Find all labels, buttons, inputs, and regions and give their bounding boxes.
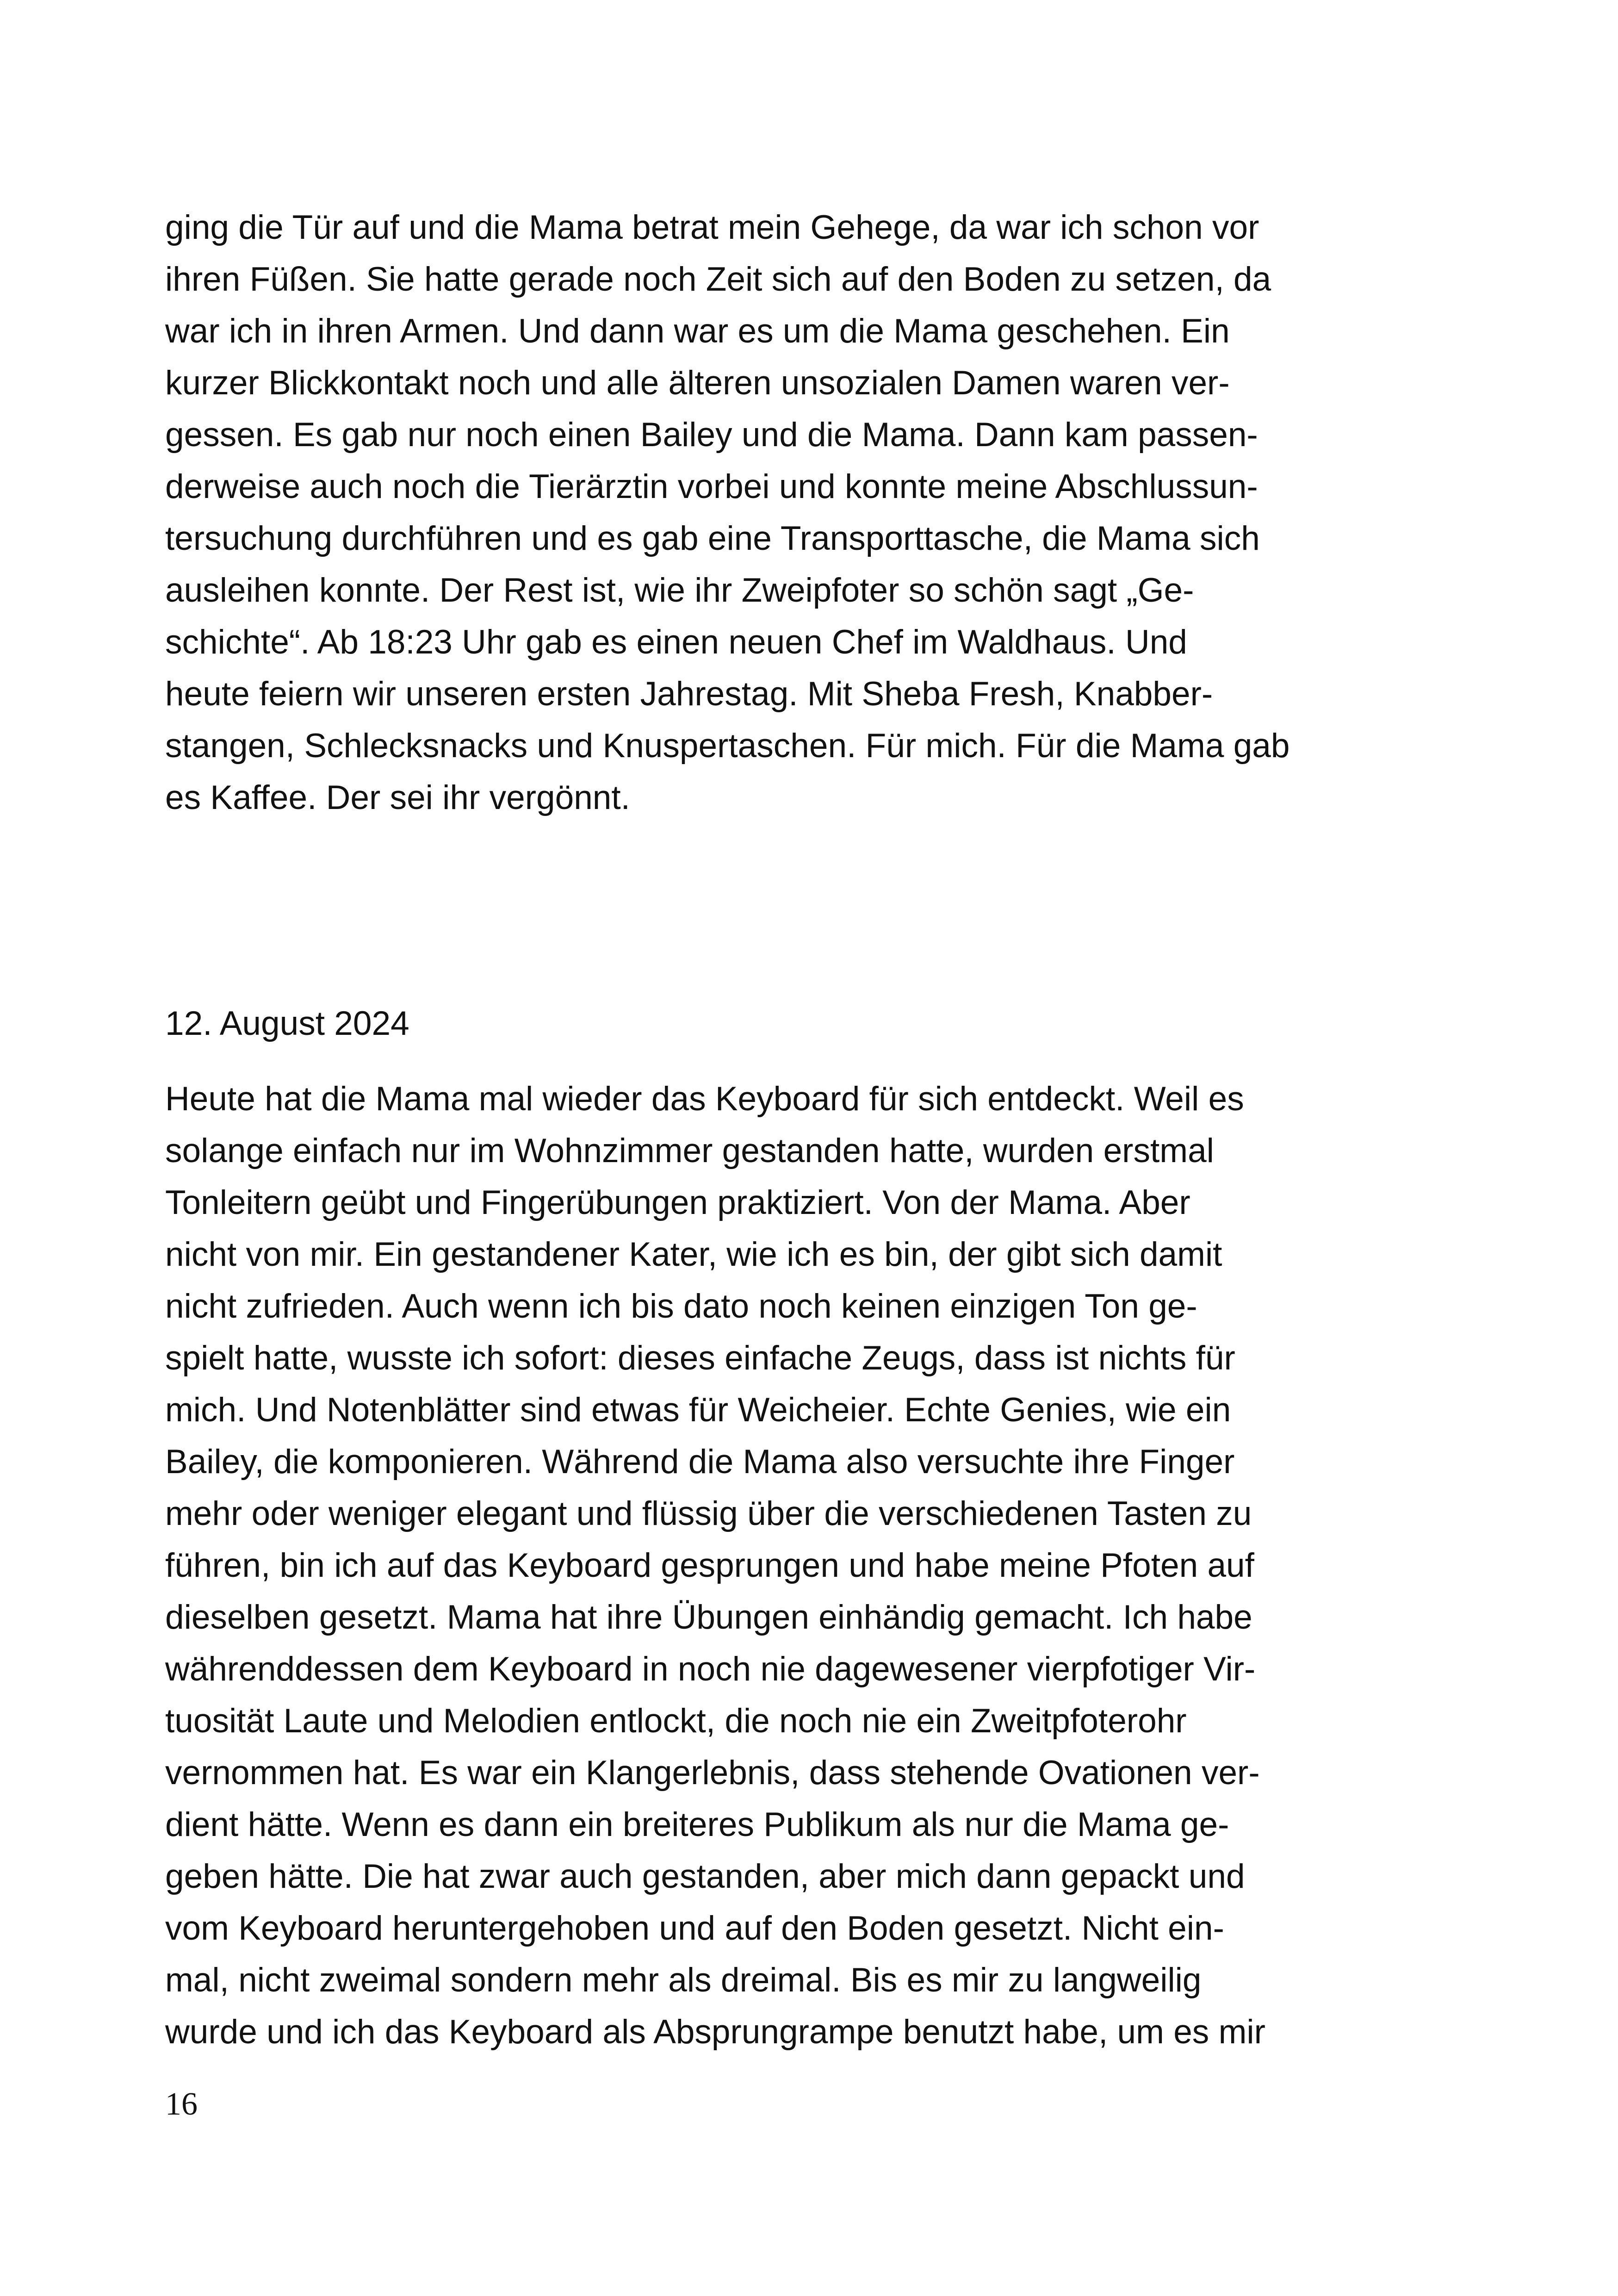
paragraph-line: solange einfach nur im Wohnzimmer gestanden hatte, wurden erstmal: [165, 1132, 1214, 1170]
paragraph-line: spielt hatte, wusste ich sofort: dieses einfache Zeugs, dass ist nichts für: [165, 1339, 1235, 1377]
paragraph-line: ausleihen konnte. Der Rest ist, wie ihr Zweipfoter so schön sagt „Ge-: [165, 572, 1194, 609]
entry-date-heading: 12. August 2024: [165, 1005, 409, 1042]
paragraph-line: führen, bin ich auf das Keyboard gesprungen und habe meine Pfoten auf: [165, 1547, 1254, 1584]
paragraph-line: geben hätte. Die hat zwar auch gestanden, aber mich dann gepackt und: [165, 1858, 1245, 1895]
paragraph-line: wurde und ich das Keyboard als Absprungrampe benutzt habe, um es mir: [165, 2013, 1265, 2051]
page-number: 16: [165, 2086, 198, 2122]
paragraph-line: Bailey, die komponieren. Während die Mama also versuchte ihre Finger: [165, 1443, 1235, 1481]
paragraph-line: gessen. Es gab nur noch einen Bailey und die Mama. Dann kam passen-: [165, 416, 1258, 454]
paragraph-line: heute feiern wir unseren ersten Jahrestag. Mit Sheba Fresh, Knabber-: [165, 675, 1213, 713]
paragraph-line: mich. Und Notenblätter sind etwas für Weicheier. Echte Genies, wie ein: [165, 1391, 1231, 1429]
paragraph-line: war ich in ihren Armen. Und dann war es um die Mama geschehen. Ein: [165, 312, 1230, 350]
paragraph-line: ging die Tür auf und die Mama betrat mein Gehege, da war ich schon vor: [165, 209, 1259, 246]
paragraph-line: mehr oder weniger elegant und flüssig über die verschiedenen Tasten zu: [165, 1495, 1252, 1532]
paragraph-line: nicht zufrieden. Auch wenn ich bis dato noch keinen einzigen Ton ge-: [165, 1288, 1197, 1325]
paragraph-line: stangen, Schlecksnacks und Knuspertaschen. Für mich. Für die Mama gab: [165, 727, 1290, 765]
paragraph-line: vom Keyboard heruntergehoben und auf den Boden gesetzt. Nicht ein-: [165, 1910, 1224, 1947]
paragraph-line: schichte“. Ab 18:23 Uhr gab es einen neuen Chef im Waldhaus. Und: [165, 623, 1187, 661]
paragraph-line: tuosität Laute und Melodien entlockt, die noch nie ein Zweitpfoterohr: [165, 1702, 1187, 1740]
paragraph-line: währenddessen dem Keyboard in noch nie dagewesener vierpfotiger Vir-: [165, 1650, 1256, 1688]
paragraph-line: dient hätte. Wenn es dann ein breiteres Publikum als nur die Mama ge-: [165, 1806, 1229, 1843]
paragraph-line: Heute hat die Mama mal wieder das Keyboard für sich entdeckt. Weil es: [165, 1080, 1244, 1118]
paragraph-line: kurzer Blickkontakt noch und alle älteren unsozialen Damen waren ver-: [165, 364, 1230, 402]
paragraph-line: vernommen hat. Es war ein Klangerlebnis, dass stehende Ovationen ver-: [165, 1754, 1260, 1792]
paragraph-line: dieselben gesetzt. Mama hat ihre Übungen einhändig gemacht. Ich habe: [165, 1599, 1252, 1636]
paragraph-line: tersuchung durchführen und es gab eine Transporttasche, die Mama sich: [165, 520, 1260, 557]
paragraph-line: ihren Füßen. Sie hatte gerade noch Zeit sich auf den Boden zu setzen, da: [165, 261, 1271, 298]
paragraph-line: derweise auch noch die Tierärztin vorbei und konnte meine Abschlussun-: [165, 468, 1258, 505]
paragraph-line: Tonleitern geübt und Fingerübungen praktiziert. Von der Mama. Aber: [165, 1184, 1190, 1221]
paragraph-line: es Kaffee. Der sei ihr vergönnt.: [165, 779, 630, 816]
paragraph-line: nicht von mir. Ein gestandener Kater, wie ich es bin, der gibt sich damit: [165, 1236, 1222, 1273]
paragraph-line: mal, nicht zweimal sondern mehr als dreimal. Bis es mir zu langweilig: [165, 1961, 1202, 1999]
